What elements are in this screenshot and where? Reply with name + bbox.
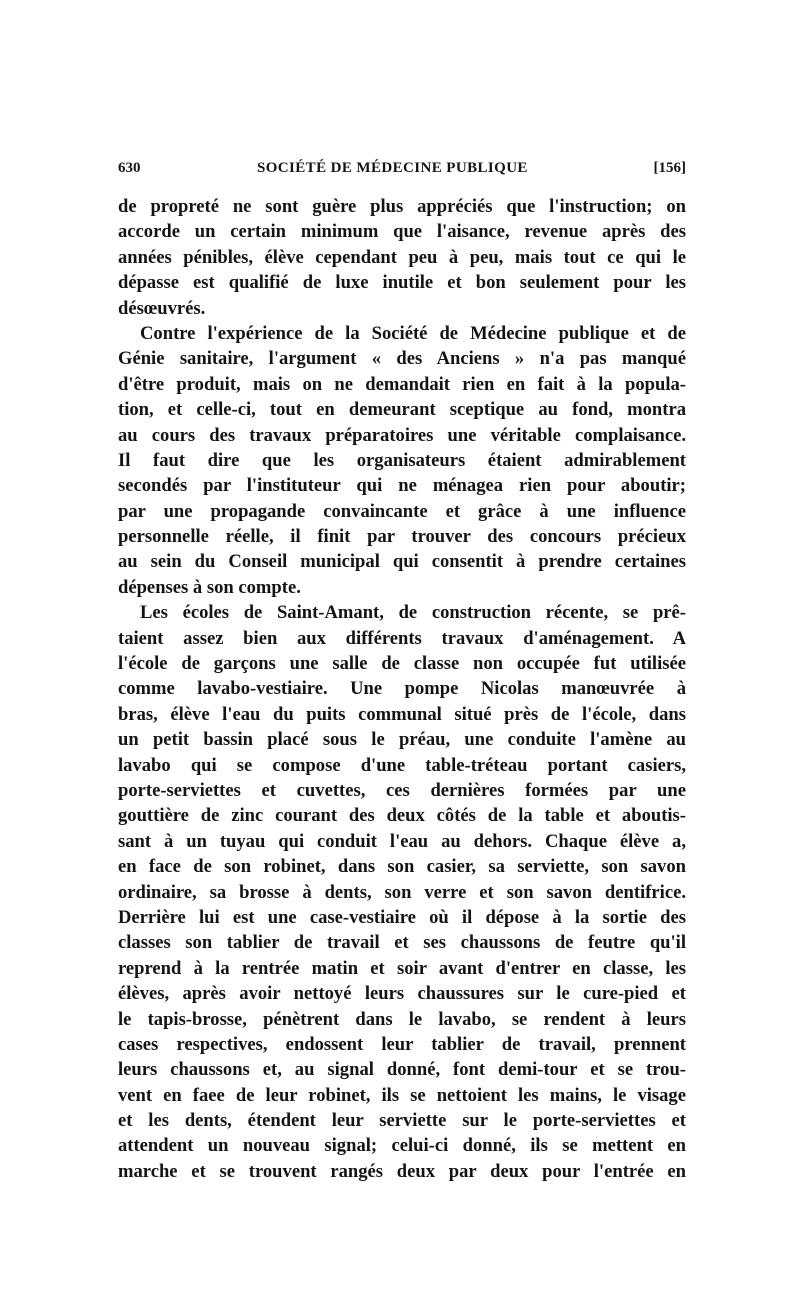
text-line: d'être produit, mais on ne demandait rien en fait à la popula- [118,373,686,395]
text-line: Génie sanitaire, l'argument « des Anciens » n'a pas manqué [118,348,686,370]
text-line: dépasse est qualifié de luxe inutile et bon seulement pour les [118,272,686,294]
text-line: lavabo qui se compose d'une table-tréteau portant casiers, [118,754,686,776]
text-line: Les écoles de Saint-Amant, de construction récente, se prê- [140,602,686,624]
text-line: élèves, après avoir nettoyé leurs chaussures sur le cure-pied et [118,983,686,1005]
text-line: reprend à la rentrée matin et soir avant d'entrer en classe, les [118,957,686,979]
text-line: secondés par l'instituteur qui ne ménagea rien pour aboutir; [118,475,686,497]
text-line: marche et se trouvent rangés deux par deux pour l'entrée en [118,1160,686,1182]
text-line: en face de son robinet, dans son casier, sa serviette, son savon [118,856,686,878]
text-line: au sein du Conseil municipal qui consentit à prendre certaines [118,551,686,573]
text-line: classes son tablier de travail et ses chaussons de feutre qu'il [118,932,686,954]
body-text [118,194,686,1184]
text-line: bras, élève l'eau du puits communal situé près de l'école, dans [118,703,686,725]
text-line: tion, et celle-ci, tout en demeurant sceptique au fond, montra [118,399,686,421]
text-line: vent en faee de leur robinet, ils se nettoient les mains, le visage [118,1084,686,1106]
page-header [118,160,686,182]
text-line: par une propagande convaincante et grâce à une influence [118,500,686,522]
text-line: dépenses à son compte. [118,576,301,598]
page-number: 630 [118,160,141,176]
text-line: taient assez bien aux différents travaux d'aménagement. A [118,627,686,649]
text-line: un petit bassin placé sous le préau, une conduite l'amène au [118,729,686,751]
text-line: l'école de garçons une salle de classe non occupée fut utilisée [118,653,686,675]
text-line: au cours des travaux préparatoires une véritable complaisance. [118,424,686,446]
text-line: années pénibles, élève cependant peu à peu, mais tout ce qui le [118,246,686,268]
text-line: de propreté ne sont guère plus appréciés que l'instruction; on [118,196,686,217]
running-title: SOCIÉTÉ DE MÉDECINE PUBLIQUE [257,160,528,176]
text-line: le tapis-brosse, pénètrent dans le lavabo, se rendent à leurs [118,1008,686,1030]
text-line: attendent un nouveau signal; celui-ci donné, ils se mettent en [118,1135,686,1157]
text-line: personnelle réelle, il finit par trouver des concours précieux [118,526,686,548]
text-line: ordinaire, sa brosse à dents, son verre et son savon dentifrice. [118,881,686,903]
text-line: Derrière lui est une case-vestiaire où il dépose à la sortie des [118,906,686,928]
text-line: comme lavabo-vestiaire. Une pompe Nicolas manœuvrée à [118,678,686,700]
text-line: sant à un tuyau qui conduit l'eau au dehors. Chaque élève a, [118,830,686,852]
text-line: gouttière de zinc courant des deux côtés de la table et aboutis- [118,805,686,827]
bracketed-page-number: [156] [653,160,686,176]
text-line: accorde un certain minimum que l'aisance, revenue après des [118,221,686,243]
text-line: cases respectives, endossent leur tablier de travail, prennent [118,1033,686,1055]
text-line: leurs chaussons et, au signal donné, font demi-tour et se trou- [118,1059,686,1081]
text-line: Il faut dire que les organisateurs étaient admirablement [118,449,686,471]
text-line: désœuvrés. [118,297,206,319]
text-line: et les dents, étendent leur serviette sur le porte-serviettes et [118,1110,686,1132]
text-line: porte-serviettes et cuvettes, ces dernières formées par une [118,779,686,801]
text-line: Contre l'expérience de la Société de Médecine publique et de [140,322,686,344]
